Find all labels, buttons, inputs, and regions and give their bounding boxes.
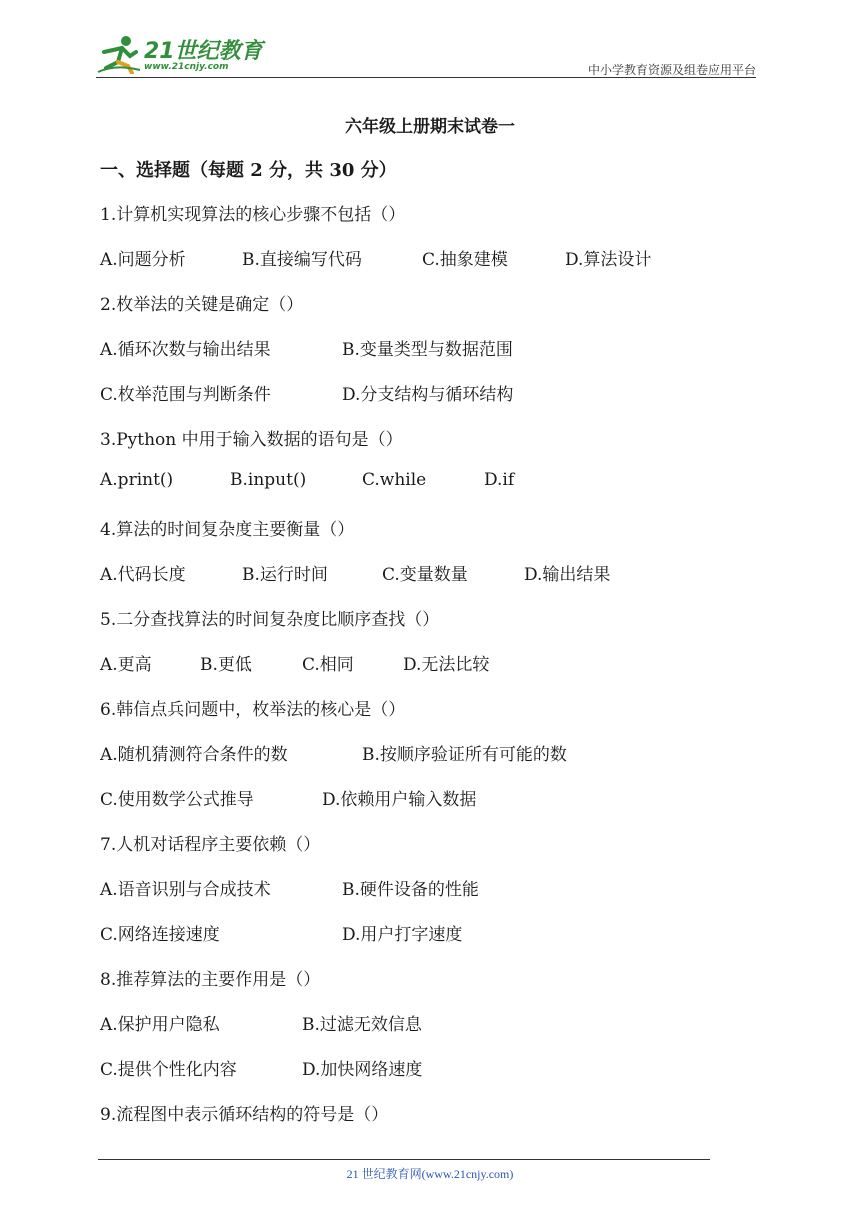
option: A.语音识别与合成技术 [100, 880, 271, 900]
option: D.加快网络速度 [302, 1060, 423, 1080]
option: B.直接编写代码 [242, 250, 362, 270]
option: D.if [484, 470, 515, 490]
option: D.输出结果 [524, 565, 611, 585]
option: D.分支结构与循环结构 [342, 385, 514, 405]
option: A.更高 [100, 655, 152, 675]
option: B.更低 [200, 655, 252, 675]
option: C.枚举范围与判断条件 [100, 385, 271, 405]
option: B.过滤无效信息 [302, 1015, 422, 1035]
option: C.相同 [302, 655, 354, 675]
question-stem: 2.枚举法的关键是确定（） [100, 295, 304, 315]
option: B.input() [230, 470, 307, 490]
page-title: 六年级上册期末试卷一 [345, 117, 515, 137]
runner-logo-icon [96, 34, 142, 74]
platform-label: 中小学教育资源及组卷应用平台 [587, 63, 756, 77]
option: B.运行时间 [242, 565, 328, 585]
question-stem: 4.算法的时间复杂度主要衡量（） [100, 520, 355, 540]
option: C.变量数量 [382, 565, 468, 585]
question-stem: 1.计算机实现算法的核心步骤不包括（） [100, 205, 406, 225]
option: A.循环次数与输出结果 [100, 340, 271, 360]
logo [96, 34, 266, 78]
page-header [96, 30, 756, 78]
question-stem: 7.人机对话程序主要依赖（） [100, 835, 321, 855]
footer-text: 21 世纪教育网(www.21cnjy.com) [346, 1167, 514, 1181]
option: B.按顺序验证所有可能的数 [362, 745, 567, 765]
option: A.保护用户隐私 [100, 1015, 220, 1035]
option: B.变量类型与数据范围 [342, 340, 513, 360]
option: D.无法比较 [403, 655, 490, 675]
option: A.问题分析 [100, 250, 186, 270]
option: C.使用数学公式推导 [100, 790, 254, 810]
question-stem: 5.二分查找算法的时间复杂度比顺序查找（） [100, 610, 440, 630]
option: D.依赖用户输入数据 [322, 790, 477, 810]
option: C.抽象建模 [422, 250, 508, 270]
option: D.算法设计 [565, 250, 652, 270]
question-stem: 8.推荐算法的主要作用是（） [100, 970, 321, 990]
option: A.随机猜测符合条件的数 [100, 745, 288, 765]
option: B.硬件设备的性能 [342, 880, 479, 900]
logo-url: www.21cnjy.com [144, 62, 229, 72]
option: A.print() [100, 470, 174, 490]
question-stem: 3.Python 中用于输入数据的语句是（） [100, 430, 403, 450]
question-stem: 9.流程图中表示循环结构的符号是（） [100, 1105, 389, 1125]
option: D.用户打字速度 [342, 925, 463, 945]
option: A.代码长度 [100, 565, 186, 585]
section-heading: 一、选择题（每题 2 分，共 30 分） [100, 160, 397, 181]
option: C.网络连接速度 [100, 925, 220, 945]
question-stem: 6.韩信点兵问题中，枚举法的核心是（） [100, 700, 406, 720]
option: C.while [362, 470, 427, 490]
header-divider [96, 77, 756, 78]
option: C.提供个性化内容 [100, 1060, 237, 1080]
footer-divider [98, 1159, 710, 1160]
logo-text: 21世纪教育 [144, 39, 263, 64]
